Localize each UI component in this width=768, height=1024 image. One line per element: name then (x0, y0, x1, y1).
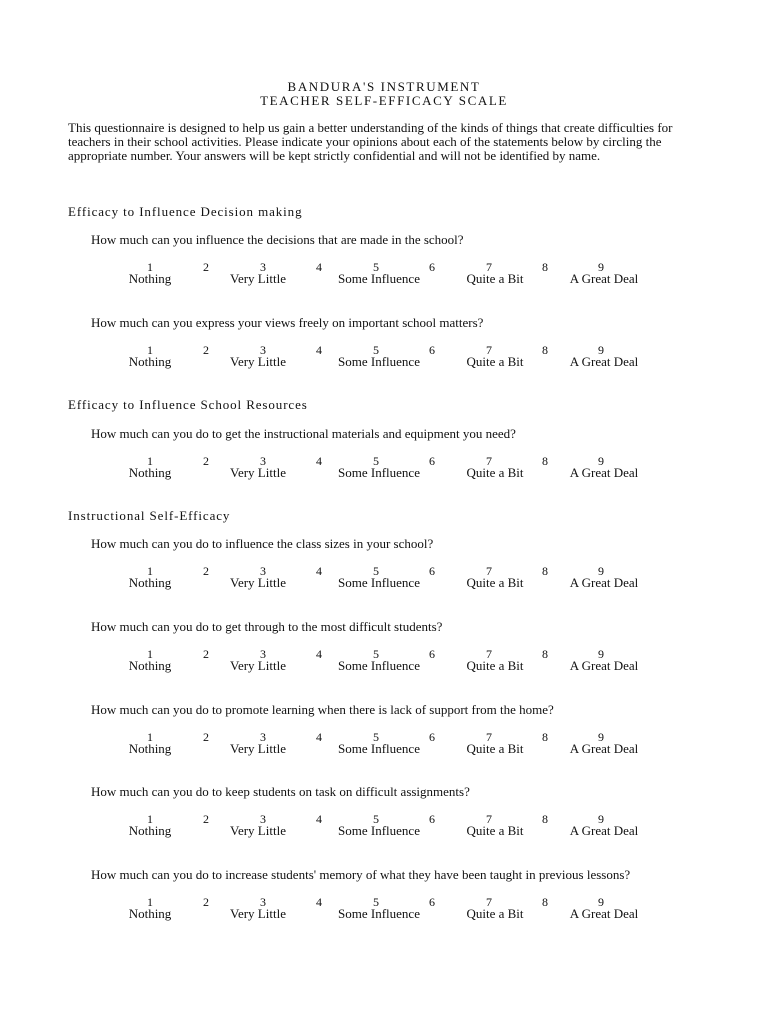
rating-scale-q3[interactable] (0, 454, 768, 484)
scale-option-1[interactable]: 1 (147, 895, 153, 909)
scale-option-8[interactable]: 8 (542, 895, 548, 909)
scale-option-9[interactable]: 9 (598, 895, 604, 909)
scale-option-2[interactable]: 2 (203, 454, 209, 468)
scale-anchor-label: Some Influence (338, 575, 420, 590)
scale-anchor-label: A Great Deal (569, 465, 639, 480)
scale-option-1[interactable]: 1 (147, 812, 153, 826)
scale-anchor-label: Some Influence (338, 465, 420, 480)
scale-anchor-label: Quite a Bit (466, 823, 524, 838)
page-title-line2: TEACHER SELF-EFFICACY SCALE (260, 93, 508, 108)
question-4: How much can you do to influence the class sizes in your school? (91, 536, 434, 551)
scale-option-6[interactable]: 6 (429, 895, 435, 909)
scale-anchor-label: Quite a Bit (466, 354, 524, 369)
question-7: How much can you do to keep students on task on difficult assignments? (91, 784, 470, 799)
scale-option-2[interactable]: 2 (203, 730, 209, 744)
scale-anchor-label: A Great Deal (569, 906, 639, 921)
scale-option-2[interactable]: 2 (203, 343, 209, 357)
scale-option-2[interactable]: 2 (203, 564, 209, 578)
scale-option-2[interactable]: 2 (203, 895, 209, 909)
scale-option-8[interactable]: 8 (542, 343, 548, 357)
scale-option-5[interactable]: 5 (373, 895, 379, 909)
scale-option-1[interactable]: 1 (147, 564, 153, 578)
scale-option-5[interactable]: 5 (373, 260, 379, 274)
question-1: How much can you influence the decisions that are made in the school? (91, 232, 464, 247)
scale-option-9[interactable]: 9 (598, 812, 604, 826)
scale-anchor-label: A Great Deal (569, 658, 639, 673)
scale-option-9[interactable]: 9 (598, 730, 604, 744)
scale-anchor-label: Nothing (128, 741, 172, 756)
scale-anchor-label: Very Little (230, 271, 286, 286)
scale-anchor-label: Some Influence (338, 354, 420, 369)
scale-anchor-label: Quite a Bit (466, 465, 524, 480)
scale-anchor-label: Some Influence (338, 823, 420, 838)
scale-option-4[interactable]: 4 (316, 895, 322, 909)
scale-anchor-label: Very Little (230, 823, 286, 838)
scale-anchor-label: Nothing (128, 465, 172, 480)
scale-anchor-label: Nothing (128, 271, 172, 286)
scale-anchor-label: A Great Deal (569, 354, 639, 369)
scale-anchor-label: Some Influence (338, 906, 420, 921)
scale-option-8[interactable]: 8 (542, 564, 548, 578)
scale-option-3[interactable]: 3 (260, 730, 266, 744)
scale-anchor-label: Some Influence (338, 271, 420, 286)
scale-option-6[interactable]: 6 (429, 564, 435, 578)
scale-option-8[interactable]: 8 (542, 647, 548, 661)
scale-anchor-label: Quite a Bit (466, 906, 524, 921)
scale-option-7[interactable]: 7 (486, 260, 492, 274)
section-heading-decision-making: Efficacy to Influence Decision making (68, 204, 303, 219)
scale-option-9[interactable]: 9 (598, 564, 604, 578)
scale-option-7[interactable]: 7 (486, 343, 492, 357)
scale-option-9[interactable]: 9 (598, 454, 604, 468)
scale-anchor-label: A Great Deal (569, 271, 639, 286)
scale-option-1[interactable]: 1 (147, 454, 153, 468)
rating-scale-q7[interactable] (0, 812, 768, 842)
scale-anchor-label: Very Little (230, 741, 286, 756)
rating-scale-q8[interactable] (0, 895, 768, 925)
scale-anchor-label: Quite a Bit (466, 658, 524, 673)
scale-option-4[interactable]: 4 (316, 647, 322, 661)
scale-option-6[interactable]: 6 (429, 454, 435, 468)
scale-option-7[interactable]: 7 (486, 812, 492, 826)
scale-option-7[interactable]: 7 (486, 730, 492, 744)
scale-option-4[interactable]: 4 (316, 730, 322, 744)
scale-option-5[interactable]: 5 (373, 454, 379, 468)
scale-option-4[interactable]: 4 (316, 343, 322, 357)
scale-option-3[interactable]: 3 (260, 647, 266, 661)
scale-anchor-label: Nothing (128, 823, 172, 838)
rating-scale-q2[interactable] (0, 343, 768, 373)
question-3: How much can you do to get the instructional materials and equipment you need? (91, 426, 516, 441)
scale-option-6[interactable]: 6 (429, 343, 435, 357)
scale-anchor-label: Nothing (128, 658, 172, 673)
scale-option-7[interactable]: 7 (486, 647, 492, 661)
scale-anchor-label: A Great Deal (569, 575, 639, 590)
section-heading-school-resources: Efficacy to Influence School Resources (68, 397, 308, 412)
scale-anchor-label: Very Little (230, 354, 286, 369)
scale-option-3[interactable]: 3 (260, 564, 266, 578)
scale-anchor-label: A Great Deal (569, 823, 639, 838)
question-8: How much can you do to increase students' memory of what they have been taught in previous lessons? (91, 867, 631, 882)
scale-option-4[interactable]: 4 (316, 260, 322, 274)
scale-anchor-label: Quite a Bit (466, 271, 524, 286)
scale-option-8[interactable]: 8 (542, 812, 548, 826)
section-heading-instructional: Instructional Self-Efficacy (68, 508, 231, 523)
scale-option-9[interactable]: 9 (598, 260, 604, 274)
scale-option-3[interactable]: 3 (260, 812, 266, 826)
scale-option-3[interactable]: 3 (260, 260, 266, 274)
scale-option-2[interactable]: 2 (203, 647, 209, 661)
scale-option-7[interactable]: 7 (486, 564, 492, 578)
scale-anchor-label: Quite a Bit (466, 741, 524, 756)
scale-option-5[interactable]: 5 (373, 647, 379, 661)
scale-option-3[interactable]: 3 (260, 454, 266, 468)
scale-option-8[interactable]: 8 (542, 454, 548, 468)
scale-anchor-label: Very Little (230, 575, 286, 590)
scale-option-5[interactable]: 5 (373, 812, 379, 826)
page-title-line1: BANDURA'S INSTRUMENT (287, 79, 481, 94)
scale-option-1[interactable]: 1 (147, 343, 153, 357)
scale-option-9[interactable]: 9 (598, 343, 604, 357)
scale-option-1[interactable]: 1 (147, 647, 153, 661)
scale-anchor-label: Nothing (128, 354, 172, 369)
scale-option-7[interactable]: 7 (486, 895, 492, 909)
scale-option-1[interactable]: 1 (147, 260, 153, 274)
question-2: How much can you express your views freely on important school matters? (91, 315, 484, 330)
scale-anchor-label: A Great Deal (569, 741, 639, 756)
scale-option-6[interactable]: 6 (429, 730, 435, 744)
scale-anchor-label: Very Little (230, 658, 286, 673)
rating-scale-q4[interactable] (0, 564, 768, 594)
scale-option-5[interactable]: 5 (373, 730, 379, 744)
scale-anchor-label: Nothing (128, 906, 172, 921)
scale-anchor-label: Very Little (230, 465, 286, 480)
scale-option-1[interactable]: 1 (147, 730, 153, 744)
rating-scale-q1[interactable] (0, 260, 768, 290)
scale-option-3[interactable]: 3 (260, 343, 266, 357)
scale-anchor-label: Some Influence (338, 658, 420, 673)
scale-anchor-label: Very Little (230, 906, 286, 921)
scale-option-4[interactable]: 4 (316, 454, 322, 468)
scale-option-6[interactable]: 6 (429, 812, 435, 826)
scale-option-2[interactable]: 2 (203, 812, 209, 826)
scale-option-6[interactable]: 6 (429, 647, 435, 661)
scale-option-2[interactable]: 2 (203, 260, 209, 274)
rating-scale-q6[interactable] (0, 730, 768, 760)
scale-option-6[interactable]: 6 (429, 260, 435, 274)
scale-option-8[interactable]: 8 (542, 260, 548, 274)
question-6: How much can you do to promote learning when there is lack of support from the home? (91, 702, 554, 717)
scale-option-3[interactable]: 3 (260, 895, 266, 909)
scale-option-9[interactable]: 9 (598, 647, 604, 661)
rating-scale-q5[interactable] (0, 647, 768, 677)
scale-option-5[interactable]: 5 (373, 343, 379, 357)
scale-option-8[interactable]: 8 (542, 730, 548, 744)
scale-anchor-label: Some Influence (338, 741, 420, 756)
scale-option-4[interactable]: 4 (316, 812, 322, 826)
scale-anchor-label: Nothing (128, 575, 172, 590)
scale-option-5[interactable]: 5 (373, 564, 379, 578)
scale-anchor-label: Quite a Bit (466, 575, 524, 590)
question-5: How much can you do to get through to the most difficult students? (91, 619, 443, 634)
scale-option-4[interactable]: 4 (316, 564, 322, 578)
scale-option-7[interactable]: 7 (486, 454, 492, 468)
intro-paragraph: This questionnaire is designed to help us gain a better understanding of the kinds of things that create difficulties for teachers in their school activities. Please indicate your opinions about each of the statements below by circling the appropriate number. Your answers will be kept strictly confidential and will not be identified by name. (68, 120, 673, 163)
